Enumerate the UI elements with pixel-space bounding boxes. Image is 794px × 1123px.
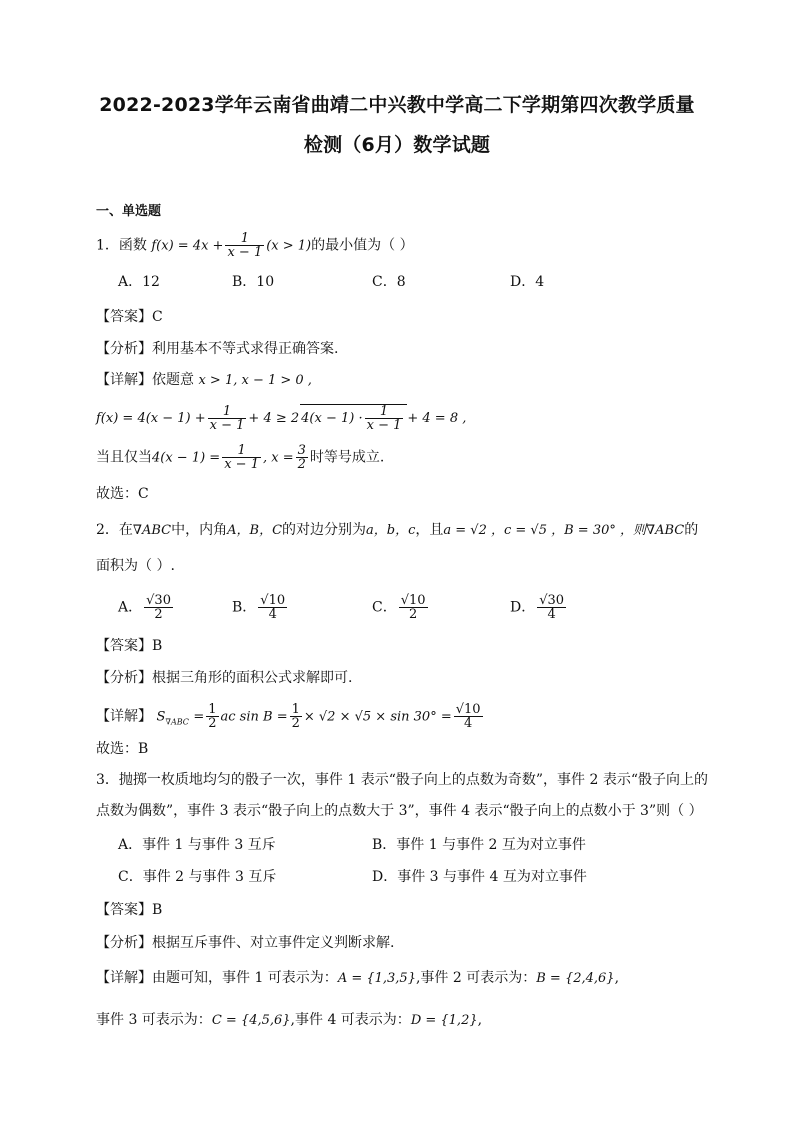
option-label: D．: [510, 599, 536, 616]
conclusion-line: 故选：C: [96, 486, 149, 502]
option-b: [232, 594, 289, 621]
question-3-stem: [96, 770, 708, 790]
answer-line: [96, 900, 162, 920]
formula-part: =: [193, 709, 205, 725]
answer-line: [96, 636, 162, 656]
formula-part: ac sin B =: [220, 709, 288, 725]
answer-tag: 【答案】: [96, 902, 152, 918]
stem-text: 函数: [118, 237, 147, 254]
analysis-text: 根据互斥事件、对立事件定义判断求解.: [152, 935, 395, 951]
fraction-denominator: x − 1: [209, 417, 245, 433]
fraction: [365, 405, 404, 432]
answer-value: B: [152, 902, 163, 918]
formula-part: , x =: [262, 450, 294, 466]
option-label: C．: [372, 599, 397, 616]
fraction-numerator: 1: [291, 702, 300, 717]
formula-part: f(x) = 4(x − 1) +: [96, 411, 206, 426]
question-1-stem: [96, 232, 414, 259]
formula-part: 4(x − 1) =: [152, 450, 221, 466]
detail-text: ,: [614, 970, 620, 986]
option-label: A．: [118, 599, 143, 616]
stem-formula: f(x) = 4x +: [151, 238, 224, 254]
formula-part: a = √2 ，c = √5 ，B = 30° ，则: [443, 523, 646, 538]
fraction: [290, 703, 302, 730]
radicand: 4(x − 1) ·: [301, 411, 363, 426]
fraction-numerator: √30: [539, 593, 565, 608]
fraction-denominator: 2: [154, 607, 163, 622]
triangle-symbol: ∇ABC: [646, 523, 685, 538]
detail-text: ,事件 4 可表示为：: [290, 1012, 411, 1028]
stem-condition: (x > 1): [266, 238, 312, 254]
option-a: A．12: [118, 274, 160, 290]
analysis-text: 根据三角形的面积公式求解即可.: [152, 670, 353, 686]
question-number: 3．: [96, 772, 119, 788]
detail-formula: x > 1, x − 1 > 0 ,: [198, 373, 312, 388]
fraction-numerator: 1: [208, 702, 217, 717]
answer-value: C: [152, 309, 163, 325]
option-a: A．事件 1 与事件 3 互斥: [118, 837, 276, 853]
question-number: 1．: [96, 237, 119, 254]
detail-text: ,事件 2 可表示为：: [415, 970, 537, 986]
fraction-numerator: 3: [297, 443, 306, 458]
answer-line: [96, 307, 163, 327]
answer-tag: 【答案】: [96, 309, 152, 325]
detail-tag: 【详解】: [96, 708, 152, 725]
question-number: 2．: [96, 522, 119, 538]
option-b: B．10: [232, 274, 275, 290]
set-b-formula: B = {2,4,6}: [536, 971, 615, 986]
fraction-denominator: 4: [547, 607, 556, 622]
analysis-line: [96, 668, 352, 688]
answer-tag: 【答案】: [96, 638, 152, 654]
detail-tag: 【详解】: [96, 970, 152, 986]
fraction-numerator: √10: [455, 702, 481, 717]
document-title-line-1: 2022-2023学年云南省曲靖二中兴教中学高二下学期第四次教学质量: [99, 94, 695, 116]
formula-part: + 4 ≥ 2: [248, 411, 300, 426]
analysis-line: [96, 933, 394, 953]
fraction: [225, 232, 264, 259]
square-root: [300, 404, 407, 432]
fraction-numerator: √30: [146, 593, 171, 608]
stem-text: 在: [118, 522, 133, 538]
radicand: 10: [409, 593, 426, 608]
detail-text: 时等号成立.: [309, 449, 385, 466]
fraction: [537, 594, 566, 621]
document-title-line-2: 检测（6月）数学试题: [303, 134, 491, 156]
fraction-denominator: x − 1: [366, 418, 402, 433]
detail-formula-line: [96, 404, 466, 432]
detail-equality-line: [96, 444, 384, 471]
analysis-tag: 【分析】: [96, 670, 152, 686]
analysis-line: [96, 339, 338, 359]
fraction-denominator: 2: [409, 607, 418, 622]
formula-part: S: [156, 709, 166, 725]
detail-text: ,: [477, 1012, 483, 1028]
fraction-numerator: 1: [225, 232, 264, 246]
formula-part: A，B，C: [227, 523, 283, 538]
option-c: [372, 594, 430, 621]
analysis-text: 利用基本不等式求得正确答案.: [152, 341, 339, 357]
stem-text: 中，内角: [171, 522, 228, 538]
detail-line-2: [96, 1010, 482, 1031]
question-3-stem-line-2: 点数为偶数”，事件 3 表示“骰子向上的点数大于 3”，事件 4 表示“骰子向上的点数小于 3”则（ ）: [96, 803, 703, 819]
stem-text: 的: [684, 522, 699, 538]
fraction-denominator: x − 1: [224, 457, 259, 472]
fraction-numerator: √10: [260, 593, 286, 608]
analysis-tag: 【分析】: [96, 935, 152, 951]
fraction-denominator: 4: [464, 716, 473, 731]
detail-line: [96, 703, 485, 732]
option-d: [510, 594, 568, 621]
fraction-denominator: 2: [291, 716, 300, 731]
fraction-denominator: 2: [208, 716, 217, 731]
formula-part: a，b，c: [366, 523, 416, 538]
stem-text: ，且: [415, 522, 444, 538]
stem-text: 的对边分别为: [282, 522, 367, 538]
option-d: D．4: [510, 274, 545, 290]
option-c: C．8: [372, 274, 406, 290]
option-a: [118, 594, 175, 621]
detail-text: 依题意: [152, 372, 194, 388]
fraction: [454, 703, 483, 730]
set-d-formula: D = {1,2}: [410, 1013, 478, 1028]
option-c: C．事件 2 与事件 3 互斥: [118, 869, 277, 885]
stem-text: 的最小值为（ ）: [311, 237, 414, 254]
answer-value: B: [152, 638, 163, 654]
fraction: [399, 594, 428, 621]
fraction-numerator: √10: [400, 593, 426, 608]
detail-text: 事件 3 可表示为：: [96, 1012, 212, 1028]
detail-text: 由题可知，事件 1 可表示为：: [152, 970, 338, 986]
fraction-numerator: 1: [365, 405, 404, 419]
formula-part: × √2 × √5 × sin 30° =: [303, 709, 452, 725]
detail-line: [96, 370, 312, 391]
question-2-stem: [96, 520, 698, 541]
detail-text: 当且仅当: [96, 449, 152, 466]
set-c-formula: C = {4,5,6}: [211, 1013, 291, 1028]
radicand: 30: [547, 593, 565, 608]
question-2-stem-line-2: 面积为（ ）.: [96, 558, 175, 574]
fraction: [208, 405, 247, 432]
fraction: [144, 594, 173, 621]
section-heading: 一、单选题: [96, 204, 162, 219]
detail-line: [96, 968, 619, 989]
option-label: B．: [232, 599, 257, 616]
analysis-tag: 【分析】: [96, 341, 152, 357]
fraction-numerator: 1: [208, 405, 247, 419]
fraction-denominator: x − 1: [227, 245, 263, 260]
stem-text: 抛掷一枚质地均匀的骰子一次，事件 1 表示“骰子向上的点数为奇数”，事件 2 表示“骰子向上的: [118, 772, 709, 788]
option-d: D．事件 3 与事件 4 互为对立事件: [372, 869, 587, 885]
fraction: [296, 444, 308, 471]
fraction: [258, 594, 287, 621]
triangle-symbol: ∇ABC: [132, 523, 172, 538]
fraction-numerator: 1: [222, 444, 261, 458]
fraction: [206, 703, 218, 730]
fraction-denominator: 4: [268, 607, 277, 622]
fraction-denominator: 2: [297, 457, 306, 472]
formula-subscript: ∇ABC: [165, 717, 189, 727]
option-b: B．事件 1 与事件 2 互为对立事件: [372, 837, 586, 853]
set-a-formula: A = {1,3,5}: [337, 971, 416, 986]
formula-part: + 4 = 8 ,: [407, 411, 467, 426]
radicand: 10: [464, 702, 481, 717]
fraction: [222, 444, 261, 471]
detail-tag: 【详解】: [96, 372, 152, 388]
conclusion-line: 故选：B: [96, 741, 149, 757]
radicand: 10: [268, 593, 286, 608]
radicand: 30: [154, 593, 171, 608]
